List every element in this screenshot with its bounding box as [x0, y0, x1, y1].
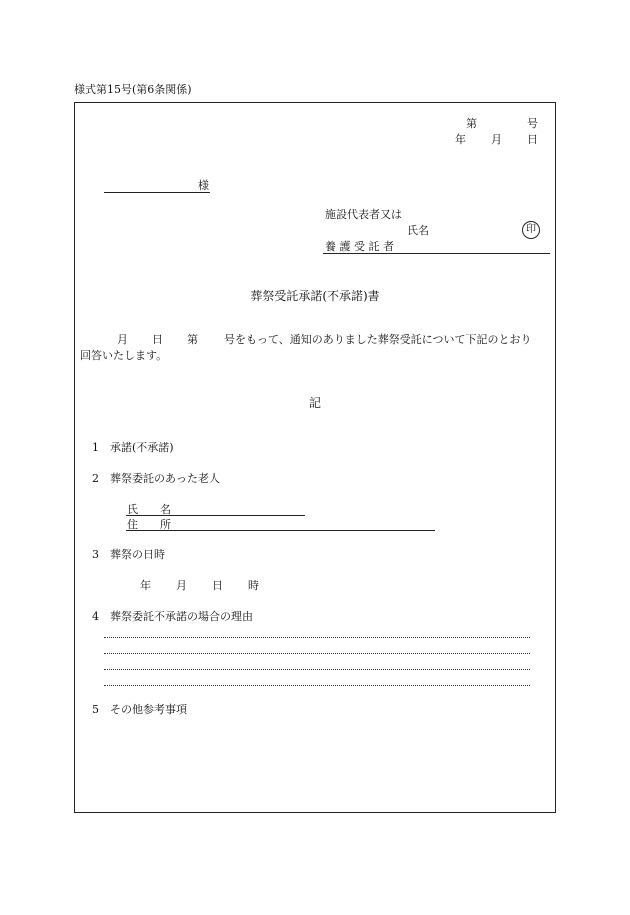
- item2-text: 葬祭委託のあった老人: [110, 472, 220, 485]
- elder-name-line: [126, 515, 305, 516]
- item5-text: その他参考事項: [110, 703, 187, 716]
- funeral-year-label: 年: [140, 579, 151, 592]
- item1-text: 承諾(不承諾): [110, 441, 174, 454]
- month-label: 月: [491, 133, 502, 146]
- sender-underline: [323, 253, 550, 254]
- form-number: 様式第15号(第6条関係): [74, 83, 192, 96]
- day-label: 日: [527, 133, 538, 146]
- year-label: 年: [455, 133, 466, 146]
- body-text-line2: 回答いたします。: [80, 349, 168, 362]
- caretaker-label: 養 護 受 託 者: [325, 240, 394, 253]
- reason-line-3: [104, 669, 530, 670]
- sender-name-label: 氏名: [407, 224, 429, 237]
- item5-number: 5: [92, 703, 99, 716]
- item4-number: 4: [92, 610, 99, 623]
- item3-text: 葬祭の日時: [110, 548, 165, 561]
- seal-mark: 印: [522, 221, 540, 239]
- addressee-line: [104, 192, 210, 193]
- body-month: 月: [117, 333, 128, 346]
- document-title: 葬祭受託承諾(不承諾)書: [250, 289, 380, 303]
- body-text-line1: 号をもって、通知のありました葬祭受託について下記のとおり: [224, 333, 532, 346]
- item2-number: 2: [92, 472, 99, 485]
- item4-text: 葬祭委託不承諾の場合の理由: [110, 610, 253, 623]
- sama-label: 様: [198, 179, 209, 192]
- elder-address-label: 住 所: [127, 518, 171, 531]
- funeral-day-label: 日: [212, 579, 223, 592]
- representative-label: 施設代表者又は: [325, 208, 402, 221]
- reason-line-4: [104, 685, 530, 686]
- body-day: 日: [152, 333, 163, 346]
- dai-label: 第: [466, 117, 477, 130]
- funeral-hour-label: 時: [248, 579, 259, 592]
- reason-line-1: [104, 637, 530, 638]
- funeral-month-label: 月: [176, 579, 187, 592]
- elder-address-line: [126, 530, 435, 531]
- elder-name-label: 氏 名: [127, 503, 171, 516]
- item3-number: 3: [92, 548, 99, 561]
- go-label: 号: [527, 117, 538, 130]
- ki-heading: 記: [308, 396, 321, 410]
- item1-number: 1: [92, 441, 99, 454]
- body-dai: 第: [187, 333, 198, 346]
- reason-line-2: [104, 653, 530, 654]
